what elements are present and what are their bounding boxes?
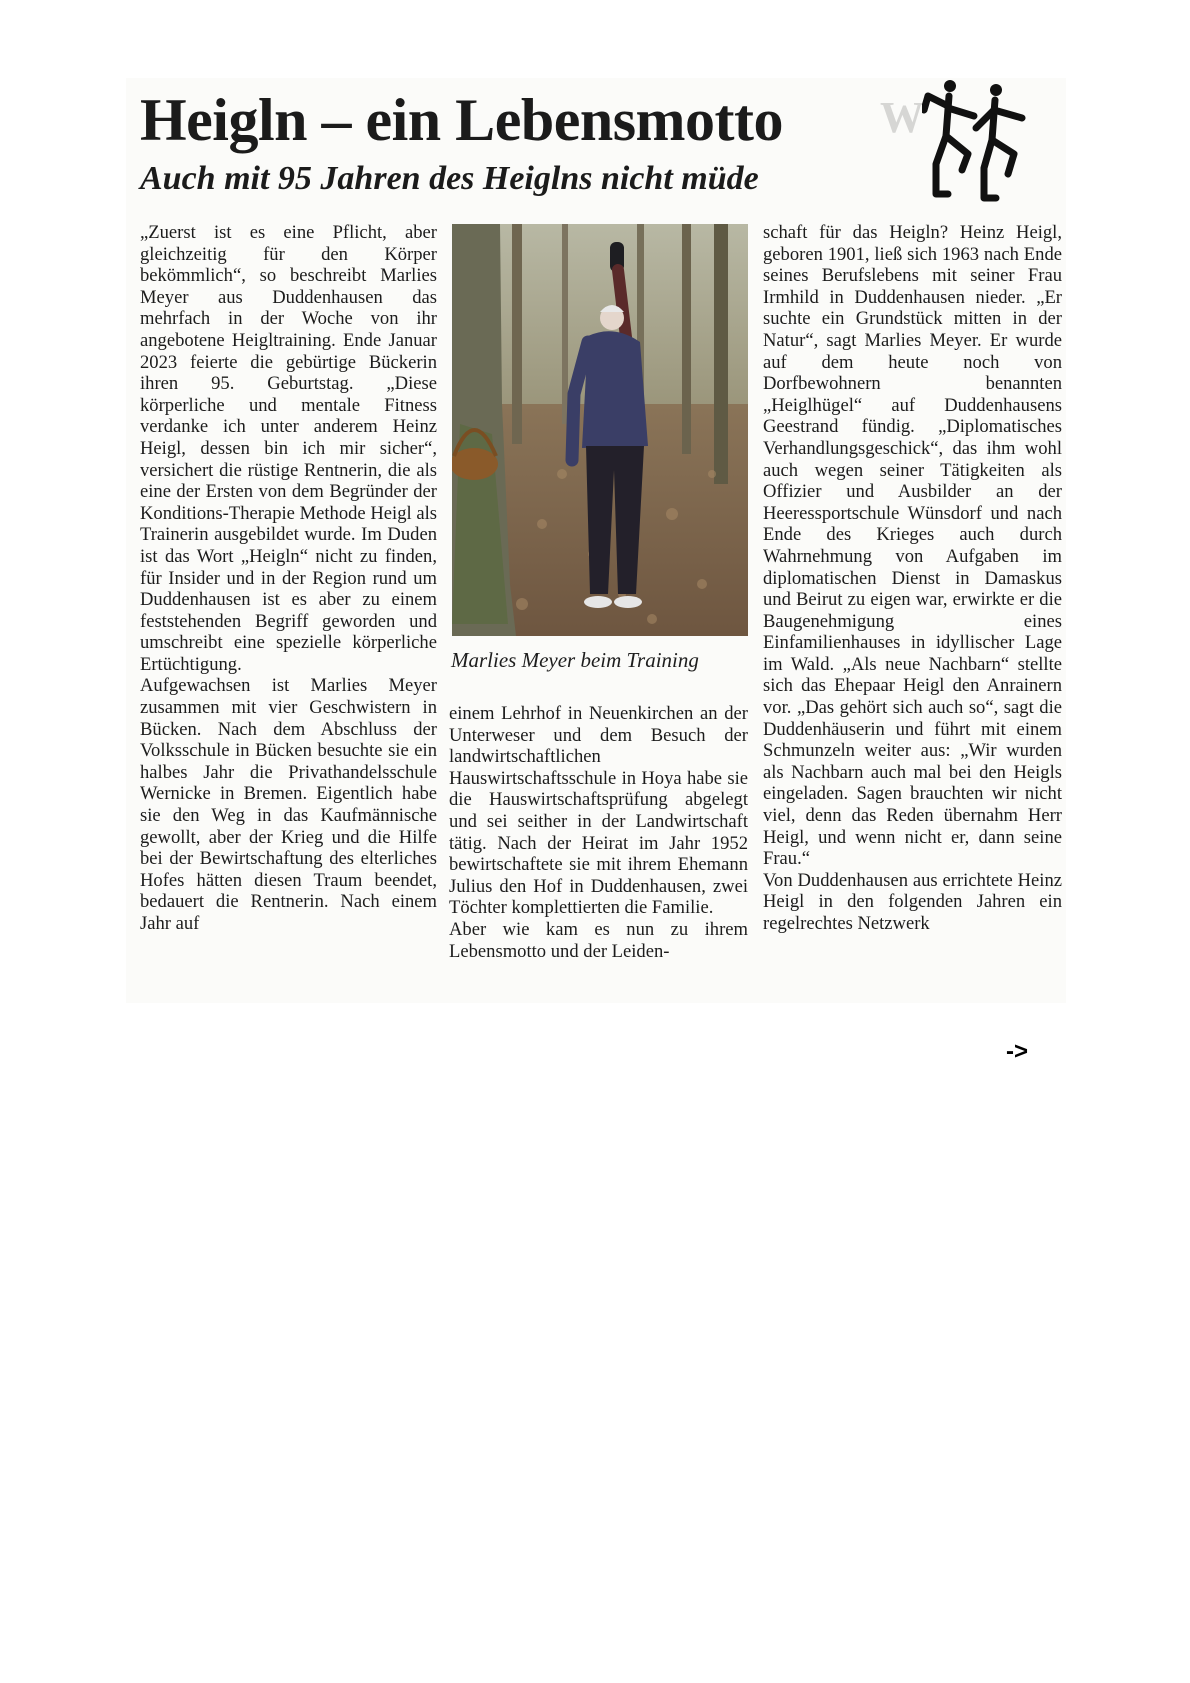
bleed-through-text: W [880,93,925,142]
paragraph: einem Lehrhof in Neuenkirchen an der Unterweser und dem Besuch der landwirtschaftlichen Hauswirtschaftsschule in Hoya habe sie die Hauswirtschaftsprüfung abgelegt und sei seither in der Landwirtschaft tätig. Nach der Heirat im Jahr 1952 bewirtschaftete sie mit ihrem Ehemann Julius den Hof in Duddenhausen, zwei Töchter komplettierten die Familie. [449,703,748,919]
paragraph: schaft für das Heigln? Heinz Heigl, geboren 1901, ließ sich 1963 nach Ende seines Berufslebens mit seiner Frau Irmhild in Duddenhausen nieder. „Er suchte ein Grundstück mitten in der Natur“, sagt Marlies Meyer. Er wurde auf dem heute noch von Dorfbewohnern benannten „Heiglhügel“ auf Duddenhausens Geestrand fündig. „Diplomatisches Verhandlungsgeschick“, das ihm wohl auch wegen seiner Tätigkeiten als Offizier und Ausbilder an der Heeressportschule Wünsdorf und nach Ende des Krieges auch durch Wahrnehmung von Aufgaben im diplomatischen Dienst in Damaskus und Beirut zu eigen war, erwirkte er die Baugenehmigung eines Einfamilienhauses in idyllischer Lage im Wald. „Als neue Nachbarn“ stellte sich das Ehepaar Heigl den Anrainern vor. „Das gehört sich auch so“, sagt die Duddenhäuserin und führt mit einem Schmunzeln weiter aus: „Wir wurden als Nachbarn auch mal bei den Heigls eingeladen. Sagen brauchten wir nicht viel, denn das Reden übernahm Herr Heigl, und wenn nicht er, dann seine Frau.“ [763,222,1062,870]
article-column-1 [140,222,437,935]
photo-caption: Marlies Meyer beim Training [451,648,699,672]
paragraph: Aufgewachsen ist Marlies Meyer zusammen mit vier Geschwistern in Bücken. Nach dem Abschluss der Volksschule in Bücken besuchte sie ein halbes Jahr die Privathandelsschule Wernicke in Bremen. Eigentlich habe sie den Weg in das Kaufmännische gewollt, aber der Krieg und die Hilfe bei der Bewirtschaftung des elterliches Hofes hätten diesen Traum beendet, bedauert die Rentnerin. Nach einem Jahr auf [140,675,437,934]
paragraph: Von Duddenhausen aus errichtete Heinz Heigl in den folgenden Jahren ein regelrechtes Netzwerk [763,869,1062,934]
article-column-2 [449,703,748,962]
paragraph: Aber wie kam es nun zu ihrem Lebensmotto und der Leiden- [449,918,748,962]
headline: Heigln – ein Lebensmotto [140,87,783,153]
paragraph: „Zuerst ist es eine Pflicht, aber gleichzeitig für den Körper bekömmlich“, so beschreibt Marlies Meyer aus Duddenhausen das mehrfach in der Woche von ihr angebotene Heigltraining. Ende Januar 2023 feierte die gebürtige Bückerin ihren 95. Geburtstag. „Diese körperliche und mentale Fitness verdanke ich unter anderem Heinz Heigl, dessen bin ich mir sicher“, versichert die rüstige Rentnerin, die als eine der Ersten von dem Begründer der Konditions-Therapie Methode Heigl als Trainerin ausgebildet wurde. Im Duden ist das Wort „Heigln“ nicht zu finden, für Insider und in der Region rund um Duddenhausen ist es aber zu einem feststehenden Begriff geworden und umschreibt eine spezielle körperliche Ertüchtigung. [140,222,437,675]
subheadline: Auch mit 95 Jahren des Heiglns nicht müde [140,160,759,197]
article-column-3 [763,222,1062,935]
two-exercising-figures-icon [922,76,1032,204]
continue-arrow: -> [1006,1038,1029,1065]
woman-exercising-in-forest-photo [452,224,748,636]
